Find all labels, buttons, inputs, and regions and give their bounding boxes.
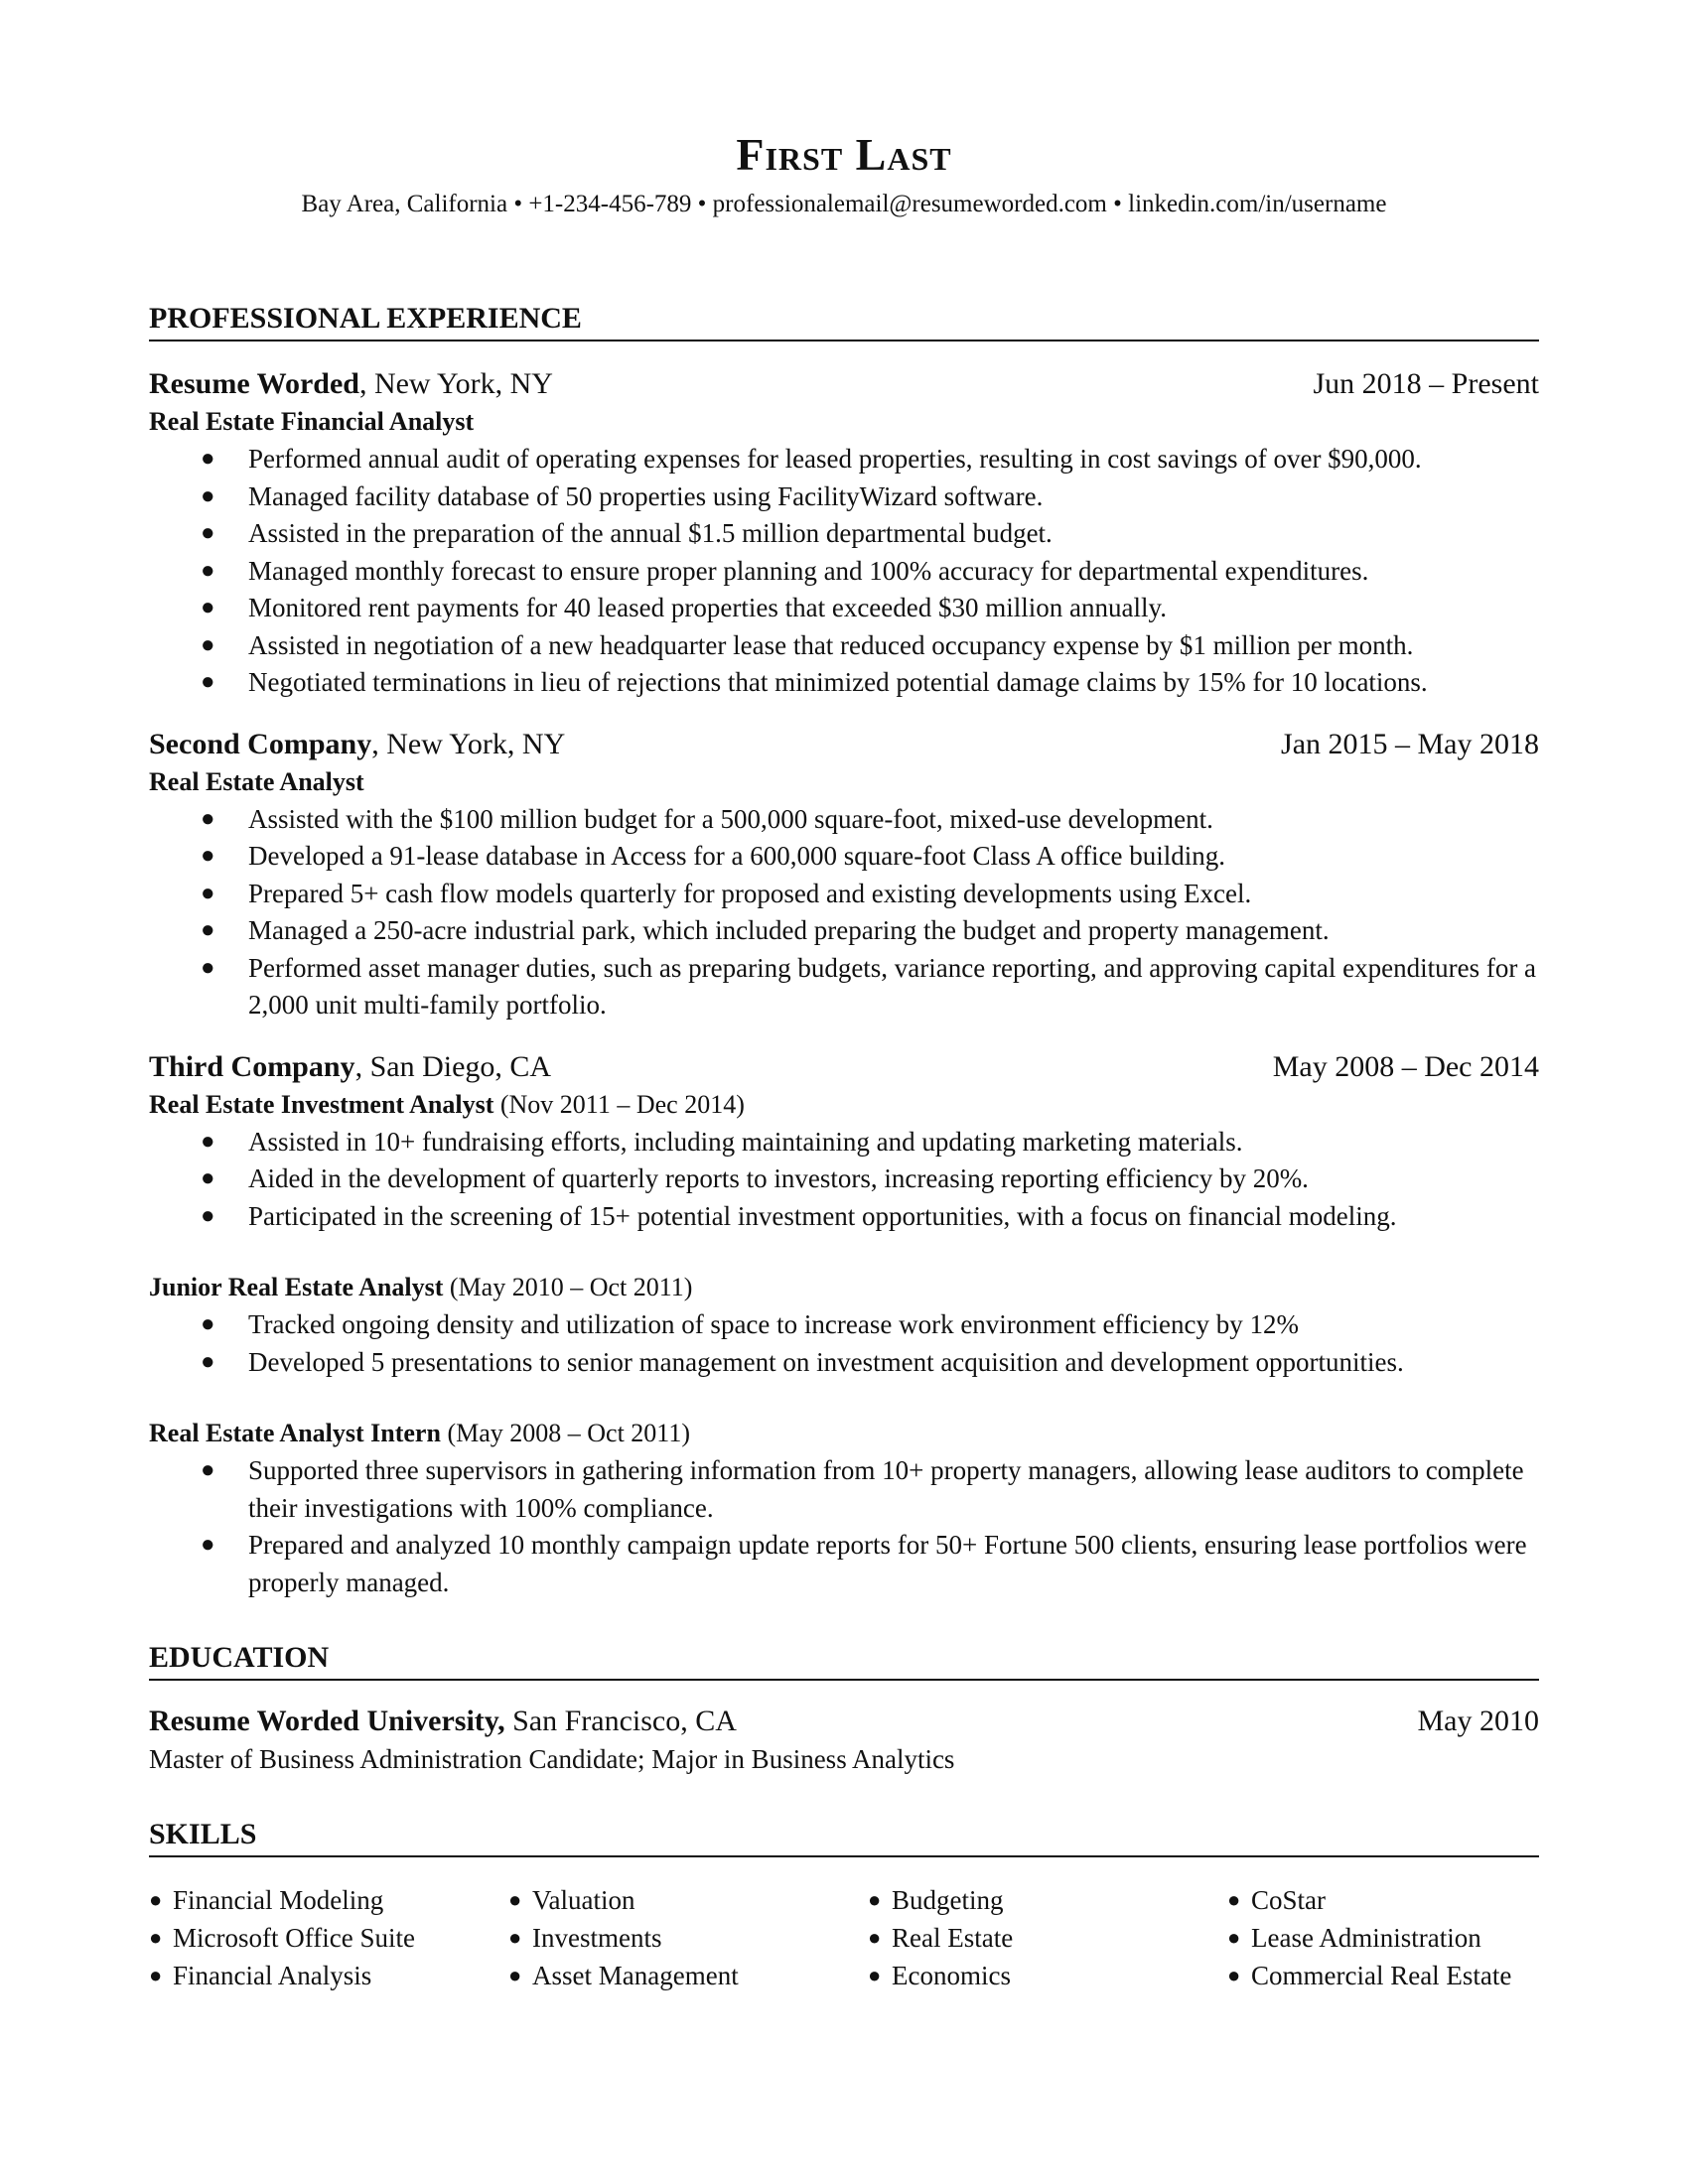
- bullet-text: Managed a 250-acre industrial park, which included preparing the budget and property management.: [248, 915, 1330, 945]
- job-dates: Jun 2018 – Present: [1313, 367, 1539, 400]
- bullet-item: [149, 478, 1539, 516]
- skill-label: Asset Management: [532, 1961, 739, 1990]
- job-employer: [149, 726, 565, 763]
- job-bullets: [149, 1124, 1539, 1236]
- bullet-icon: ●: [201, 1311, 215, 1337]
- bullet-icon: ●: [508, 1887, 522, 1912]
- subrole-entry: [149, 1415, 1539, 1601]
- skill-item: [1227, 1919, 1539, 1957]
- bullet-item: [149, 912, 1539, 950]
- subrole-entry: [149, 1269, 1539, 1381]
- bullet-icon: ●: [201, 1165, 215, 1191]
- job-bullets: [149, 1452, 1539, 1601]
- bullet-item: [149, 627, 1539, 665]
- contact-line: Bay Area, California • +1-234-456-789 • professionalemail@resumeworded.com • linkedin.com/in/username: [301, 191, 1387, 217]
- job-role: [149, 1415, 1539, 1452]
- job-entry: [149, 726, 1539, 1024]
- bullet-text: Assisted in 10+ fundraising efforts, including maintaining and updating marketing materials.: [248, 1126, 1243, 1157]
- school-location: San Francisco, CA: [504, 1705, 737, 1737]
- role-title: Real Estate Analyst: [149, 766, 364, 796]
- bullet-item: [149, 515, 1539, 553]
- bullet-item: [149, 1344, 1539, 1382]
- role-dates: (Nov 2011 – Dec 2014): [493, 1089, 745, 1119]
- skill-item: [508, 1957, 868, 1994]
- skill-label: CoStar: [1251, 1885, 1327, 1915]
- bullet-icon: ●: [149, 1963, 163, 1987]
- bullet-text: Monitored rent payments for 40 leased properties that exceeded $30 million annually.: [248, 593, 1167, 622]
- job-role: [149, 763, 1539, 801]
- candidate-name: First Last: [736, 129, 952, 180]
- job-employer: [149, 1048, 551, 1086]
- job-dates: May 2008 – Dec 2014: [1272, 1049, 1539, 1083]
- skill-item: [868, 1919, 1227, 1957]
- bullet-item: [149, 838, 1539, 876]
- skill-item: [149, 1881, 508, 1919]
- bullet-icon: ●: [201, 843, 215, 869]
- resume-header: [149, 127, 1539, 220]
- bullet-icon: ●: [868, 1963, 882, 1987]
- skill-item: [868, 1957, 1227, 1994]
- company-name: Second Company: [149, 727, 372, 760]
- job-employer: [149, 365, 553, 403]
- job-role: [149, 1086, 1539, 1124]
- bullet-text: Participated in the screening of 15+ potential investment opportunities, with a focus on financial modeling.: [248, 1200, 1397, 1231]
- job-role: [149, 403, 1539, 441]
- job-header: [149, 726, 1539, 763]
- bullet-text: Performed asset manager duties, such as preparing budgets, variance reporting, and approving capital expenditures for a 2,000 unit multi-family portfolio.: [248, 952, 1537, 1020]
- bullet-item: [149, 1198, 1539, 1236]
- bullet-text: Developed 5 presentations to senior management on investment acquisition and development opportunities.: [248, 1346, 1404, 1377]
- bullet-text: Prepared and analyzed 10 monthly campaign update reports for 50+ Fortune 500 clients, ensuring lease portfolios were properly managed.: [248, 1530, 1527, 1597]
- company-location: , New York, NY: [371, 727, 566, 760]
- bullet-icon: ●: [201, 917, 215, 943]
- skill-label: Financial Analysis: [173, 1961, 372, 1990]
- job-bullets: [149, 801, 1539, 1024]
- skill-item: [149, 1919, 508, 1957]
- bullet-item: [149, 1306, 1539, 1344]
- bullet-icon: ●: [201, 1348, 215, 1375]
- bullet-item: [149, 1527, 1539, 1601]
- bullet-text: Managed monthly forecast to ensure proper planning and 100% accuracy for departmental expenditures.: [248, 555, 1369, 586]
- bullet-icon: ●: [149, 1925, 163, 1950]
- skill-item: [149, 1957, 508, 1994]
- experience-section-title: PROFESSIONAL EXPERIENCE: [149, 300, 1539, 341]
- education-section-title: EDUCATION: [149, 1639, 1539, 1681]
- skill-label: Budgeting: [892, 1885, 1004, 1915]
- bullet-item: [149, 1452, 1539, 1527]
- skill-label: Commercial Real Estate: [1251, 1961, 1512, 1990]
- bullet-icon: ●: [201, 595, 215, 620]
- skill-item: [508, 1919, 868, 1957]
- education-school-line: [149, 1703, 737, 1740]
- company-location: , San Diego, CA: [354, 1049, 552, 1083]
- role-dates: (May 2008 – Oct 2011): [440, 1419, 690, 1447]
- bullet-icon: ●: [201, 954, 215, 981]
- bullet-icon: ●: [201, 880, 215, 906]
- bullet-icon: ●: [868, 1925, 882, 1950]
- bullet-icon: ●: [201, 520, 215, 546]
- bullet-icon: ●: [1227, 1963, 1241, 1987]
- bullet-icon: ●: [201, 1532, 215, 1558]
- skills-section-title: SKILLS: [149, 1816, 1539, 1857]
- bullet-text: Prepared 5+ cash flow models quarterly for proposed and existing developments using Excel.: [248, 878, 1252, 908]
- bullet-item: [149, 441, 1539, 478]
- bullet-icon: ●: [149, 1887, 163, 1912]
- role-title: Real Estate Analyst Intern: [149, 1419, 441, 1447]
- job-role: [149, 1269, 1539, 1306]
- skill-item: [868, 1881, 1227, 1919]
- bullet-icon: ●: [1227, 1925, 1241, 1950]
- company-name: Resume Worded: [149, 367, 359, 400]
- skill-label: Economics: [892, 1961, 1011, 1990]
- bullet-text: Assisted in negotiation of a new headquarter lease that reduced occupancy expense by $1 million per month.: [248, 629, 1414, 660]
- bullet-text: Performed annual audit of operating expenses for leased properties, resulting in cost savings of over $90,000.: [248, 444, 1422, 474]
- job-entry: [149, 1048, 1539, 1236]
- skill-label: Investments: [532, 1923, 662, 1953]
- bullet-icon: ●: [201, 1128, 215, 1155]
- education-degree: Master of Business Administration Candidate; Major in Business Analytics: [149, 1744, 955, 1774]
- job-bullets: [149, 441, 1539, 702]
- school-name: Resume Worded University,: [149, 1705, 505, 1737]
- bullet-text: Assisted with the $100 million budget for a 500,000 square-foot, mixed-use development.: [248, 803, 1213, 834]
- skill-label: Financial Modeling: [173, 1885, 384, 1915]
- role-title: Junior Real Estate Analyst: [149, 1273, 444, 1301]
- bullet-icon: ●: [201, 631, 215, 658]
- skill-label: Real Estate: [892, 1923, 1014, 1953]
- bullet-icon: ●: [201, 1457, 215, 1483]
- bullet-icon: ●: [201, 446, 215, 472]
- bullet-item: [149, 664, 1539, 702]
- bullet-item: [149, 553, 1539, 591]
- bullet-text: Developed a 91-lease database in Access for a 600,000 square-foot Class A office building.: [248, 841, 1225, 871]
- skills-grid: [149, 1881, 1539, 1994]
- bullet-text: Assisted in the preparation of the annual $1.5 million departmental budget.: [248, 518, 1053, 548]
- role-title: Real Estate Financial Analyst: [149, 407, 475, 436]
- job-dates: Jan 2015 – May 2018: [1281, 727, 1539, 760]
- skill-item: [1227, 1881, 1539, 1919]
- education-date: May 2010: [1417, 1705, 1539, 1737]
- bullet-icon: ●: [868, 1887, 882, 1912]
- job-header: [149, 365, 1539, 403]
- bullet-icon: ●: [201, 1202, 215, 1229]
- bullet-text: Negotiated terminations in lieu of rejections that minimized potential damage claims by 15% for 10 locations.: [248, 667, 1428, 697]
- skill-label: Microsoft Office Suite: [173, 1923, 415, 1953]
- bullet-icon: ●: [508, 1925, 522, 1950]
- bullet-text: Supported three supervisors in gathering information from 10+ property managers, allowing lease auditors to complete their investigations with 100% compliance.: [248, 1455, 1524, 1523]
- skill-item: [1227, 1957, 1539, 1994]
- bullet-item: [149, 876, 1539, 913]
- bullet-item: [149, 590, 1539, 627]
- company-name: Third Company: [149, 1049, 355, 1083]
- skill-label: Valuation: [532, 1885, 635, 1915]
- job-header: [149, 1048, 1539, 1086]
- bullet-item: [149, 1124, 1539, 1161]
- bullet-icon: ●: [1227, 1887, 1241, 1912]
- bullet-icon: ●: [201, 805, 215, 832]
- bullet-icon: ●: [201, 482, 215, 509]
- role-dates: (May 2010 – Oct 2011): [443, 1273, 693, 1301]
- bullet-icon: ●: [201, 557, 215, 584]
- job-entry: [149, 365, 1539, 702]
- bullet-item: [149, 801, 1539, 839]
- skill-item: [508, 1881, 868, 1919]
- bullet-text: Managed facility database of 50 properties using FacilityWizard software.: [248, 480, 1044, 511]
- resume-page: [149, 0, 1539, 1994]
- bullet-text: Tracked ongoing density and utilization of space to increase work environment efficiency by 12%: [248, 1309, 1299, 1339]
- bullet-item: [149, 1160, 1539, 1198]
- education-header: [149, 1703, 1539, 1740]
- bullet-icon: ●: [201, 669, 215, 695]
- role-title: Real Estate Investment Analyst: [149, 1089, 494, 1119]
- bullet-text: Aided in the development of quarterly reports to investors, increasing reporting efficiency by 20%.: [248, 1163, 1309, 1193]
- skill-label: Lease Administration: [1251, 1923, 1481, 1953]
- bullet-icon: ●: [508, 1963, 522, 1987]
- education-entry: [149, 1703, 1539, 1778]
- job-bullets: [149, 1306, 1539, 1381]
- company-location: , New York, NY: [358, 367, 553, 400]
- bullet-item: [149, 950, 1539, 1024]
